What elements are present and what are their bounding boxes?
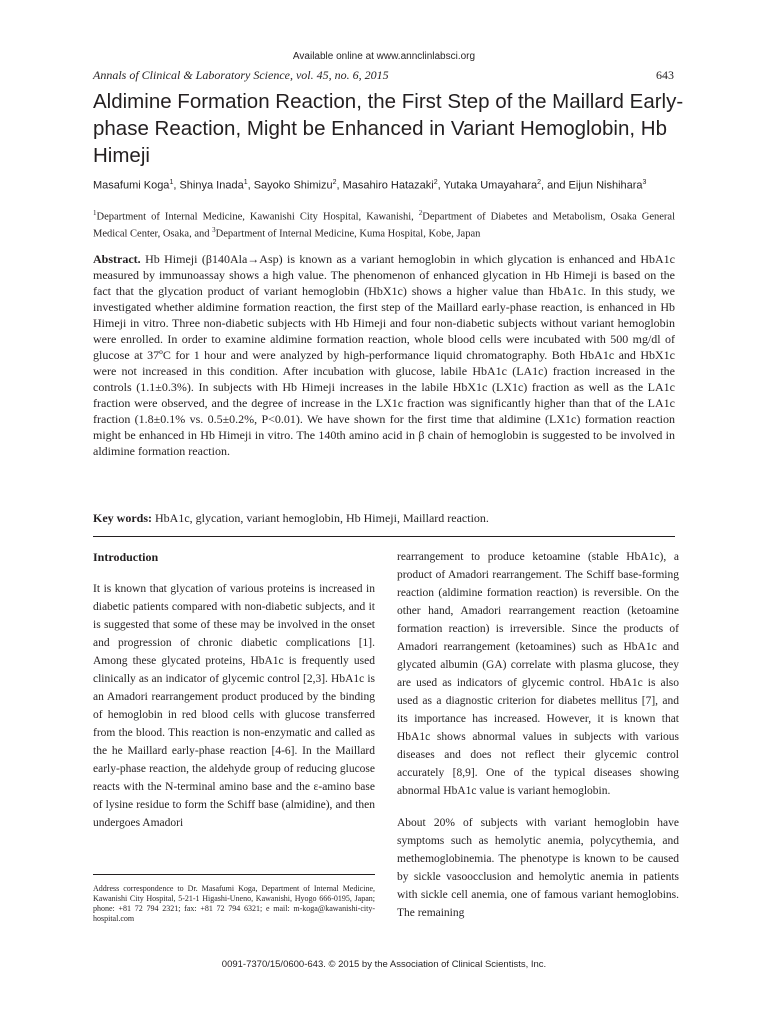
author-affiliation: 2 [332, 179, 337, 186]
author-name: Shinya Inada [179, 179, 244, 192]
affiliation-text: Department of Diabetes and Metabolism, Osaka General Medical Center, Osaka, and [93, 211, 675, 239]
affiliation-text: Department of Internal Medicine, Kuma Hospital, Kobe, Japan [215, 228, 481, 239]
introduction-heading: Introduction [93, 550, 159, 564]
left-column [93, 548, 375, 832]
keywords-text: HbA1c, glycation, variant hemoglobin, Hb Himeji, Maillard reaction. [155, 511, 489, 525]
author-affiliation: 2 [537, 179, 542, 186]
author-name: Masafumi Koga [93, 179, 170, 192]
author-name: Yutaka Umayahara [443, 179, 538, 192]
affiliation-number: 1 [93, 209, 97, 217]
author-affiliation: 1 [169, 179, 174, 186]
right-column [397, 548, 679, 922]
affiliation-number: 2 [418, 209, 423, 217]
author-affiliation: 3 [642, 179, 647, 186]
available-online-note: Available online at www.annclinlabsci.org [292, 51, 476, 62]
section-divider [93, 536, 675, 537]
affiliation-number: 3 [212, 225, 216, 234]
affiliations [93, 207, 675, 240]
author-list: Masafumi Koga$^1$, Shinya Inada$^1$, Sayoko Shimizu$^2$, Masahiro Hatazaki$^2$, Yutaka Umayahara$^2$, and Eijun Nishihara$^3$ [93, 179, 647, 192]
footnote-divider [93, 874, 375, 875]
abstract-text: Hb Himeji (β140Ala→Asp) is known as a variant hemoglobin in which glycation is enhanced and HbA1c measured by immunoassay shows a high value. The phenomenon of enhanced glycation in Hb Himeji is based on the fact that the glycation product of variant hemoglobin (HbX1c) shows a higher value than HbA1c. In this study, we investigated whether aldimine formation reaction, the first step of the Maillard early-phase reaction, is enhanced in Hb Himeji in vitro. Three non-diabetic subjects with Hb Himeji and four non-diabetic subjects without variant hemoglobin were enrolled. In order to examine aldimine formation reaction, whole blood cells were incubated with 500 mg/dl of glucose at 37ºC for 1 hour and were analyzed by high-performance liquid chromatography. Both HbA1c and HbX1c were not increased in this condition. After incubation with glucose, labile HbA1c (LA1c) fraction increased in the controls (1.1±0.3%). In subjects with Hb Himeji increases in the labile HbX1c (LX1c) fraction as well as the LA1c fraction were observed, and the degree of increase in the LX1c fraction was significantly higher than that of the LA1c fraction (1.8±0.1% vs. 0.5±0.2%, P<0.01). We have shown for the first time that aldimine (LX1c) formation reaction might be enhanced in Hb Himeji in vitro. The 140th amino acid in β chain of hemoglobin is suggested to be involved in aldimine formation reaction. [93, 252, 676, 458]
keywords [93, 511, 675, 526]
author-name: Sayoko Shimizu [253, 179, 333, 192]
body-paragraph: rearrangement to produce ketoamine (stable HbA1c), a product of Amadori rearrangement. The Schiff base-forming reaction (aldimine formation reaction) is reversible. On the other hand, Amadori rearrangement reaction (ketoamine formation reaction) is irreversible. Since the products of Amadori rearrangement (ketoamines) such as HbA1c and glycated albumin (GA) correlate with plasma glucose, they are used as indicators of glycemic control. HbA1c is also used as a diagnostic criterion for diabetes mellitus [7], and its importance has increased. However, it is known that HbA1c shows abnormal values in subjects with various diseases and does not reflect their glycemic control accurately [8,9]. One of the typical diseases showing abnormal HbA1c value is variant hemoglobin. [397, 551, 679, 797]
copyright-line: 0091-7370/15/0600-643. © 2015 by the Association of Clinical Scientists, Inc. [221, 959, 547, 970]
abstract [93, 251, 675, 459]
correspondence-footnote: Address correspondence to Dr. Masafumi Koga, Department of Internal Medicine, Kawanishi City Hospital, 5-21-1 Higashi-Uneno, Kawanishi, Hyogo 666-0195, Japan; phone: +81 72 794 2321; fax: +81 72 794 6321; e mail: m-koga@kawanishi-city-hospital.com [93, 884, 375, 923]
author-affiliation: 1 [243, 179, 248, 186]
body-paragraph: About 20% of subjects with variant hemoglobin have symptoms such as hemolytic anemia, polycythemia, and methemoglobinemia. The phenotype is known to be caused by sickle vasoocclusion and hemolytic anemia in patients with sickle cell anemia, one of famous variant hemoglobins. The remaining [397, 817, 679, 919]
page-number: 643 [656, 68, 674, 82]
author-name: Eijun Nishihara [568, 179, 643, 192]
article-title: Aldimine Formation Reaction, the First Step of the Maillard Early-phase Reaction, Might be Enhanced in Variant Hemoglobin, Hb Himeji [93, 90, 684, 167]
journal-citation: Annals of Clinical & Laboratory Science, vol. 45, no. 6, 2015 [93, 68, 389, 82]
introduction-paragraph: It is known that glycation of various proteins is increased in diabetic patients compared with non-diabetic subjects, and it is suggested that some of these may be involved in the onset and progression of chronic diabetic complications [1]. Among these glycated proteins, HbA1c is frequently used clinically as an indicator of glycemic control [2,3]. HbA1c is an Amadori rearrangement product produced by the binding of hemoglobin in red blood cells with glucose transferred from the blood. This reaction is non-enzymatic and called as the he Maillard early-phase reaction [4-6]. In the Maillard early-phase reaction, the aldehyde group of reducing glucose reacts with the N-terminal amino base and the ε-amino base of lysine residue to form the Schiff base (almidine), and then undergoes Amadori [93, 583, 375, 829]
affiliation-text: Department of Internal Medicine, Kawanishi City Hospital, Kawanishi, [96, 211, 419, 223]
keywords-label: Key words: [93, 511, 152, 525]
author-affiliation: 2 [433, 179, 438, 186]
author-name: Masahiro Hatazaki [342, 179, 434, 192]
abstract-label: Abstract. [93, 252, 141, 266]
